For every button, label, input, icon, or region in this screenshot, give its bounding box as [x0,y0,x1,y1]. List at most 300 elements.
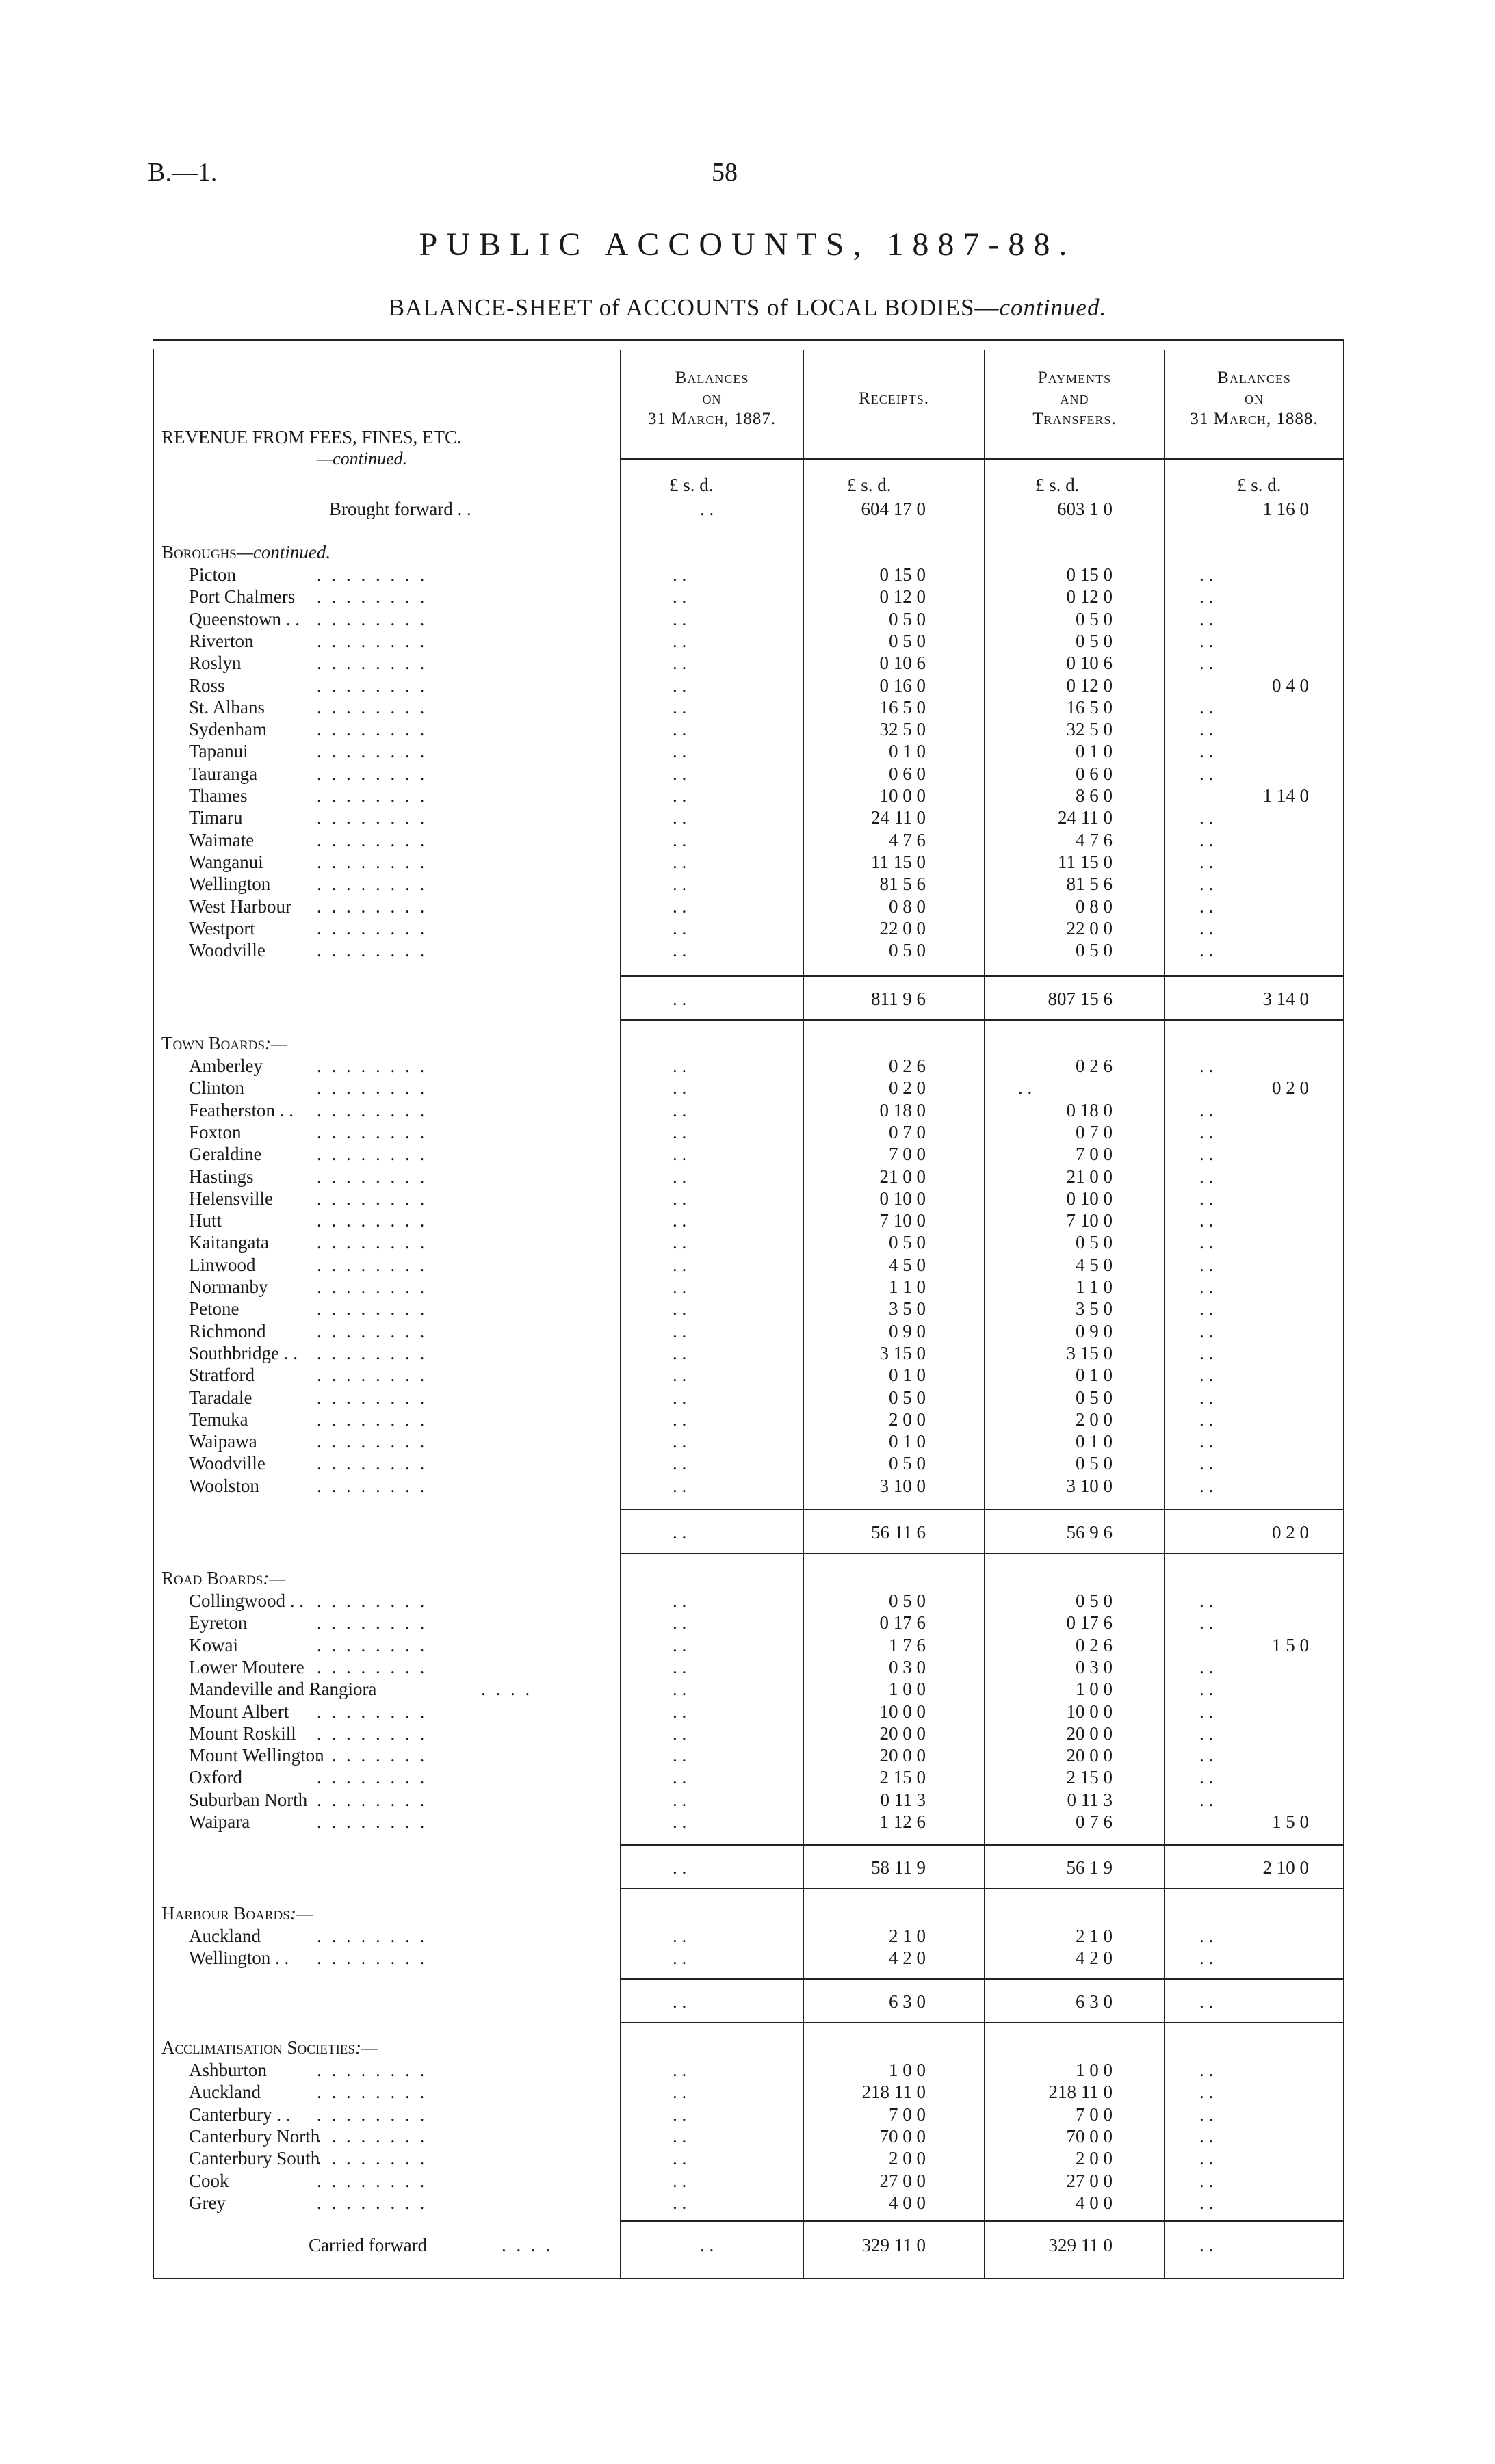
row-name: Cook [189,2171,229,2191]
row-close-balance: . . [1199,586,1214,607]
row-close-balance: . . [1199,1365,1214,1385]
row-receipts: 21 0 0 [879,1166,926,1187]
row-name: Wellington . . [189,1948,289,1968]
row-close-balance: . . [1199,1790,1214,1810]
leader-dots: . . . . . . . . [317,1723,428,1744]
col-balances-1887 [620,368,804,430]
row-payments: 20 0 0 [1066,1723,1113,1744]
table-row [153,1789,1344,1811]
row-payments: 1 0 0 [1076,1679,1113,1699]
revenue-heading-continued: —continued. [317,449,408,469]
row-payments: 7 0 0 [1076,2104,1113,2125]
row-name: Tapanui [189,741,248,761]
row-name: Ashburton [189,2060,267,2080]
row-receipts: 0 5 0 [889,631,926,651]
row-name: Taradale [189,1387,252,1408]
row-close-balance: 1 14 0 [1262,785,1309,806]
section-total-row [153,1991,1344,2013]
page-subtitle [0,294,1495,322]
town-total-rule-top [620,1509,1344,1510]
row-name: Suburban North [189,1790,308,1810]
row-name: Geraldine [189,1144,262,1164]
total-receipts: 58 11 9 [871,1857,926,1878]
row-open-balance: . . [673,1276,687,1297]
row-name: Canterbury South [189,2148,320,2168]
row-payments: 0 8 0 [1076,896,1113,917]
row-name: Mandeville and Rangiora [189,1679,377,1699]
row-payments: 3 15 0 [1066,1343,1113,1363]
row-open-balance: . . [673,1926,687,1946]
row-receipts: 81 5 6 [879,874,926,894]
row-receipts: 0 6 0 [889,763,926,784]
row-open-balance: . . [673,719,687,739]
row-open-balance: . . [673,1790,687,1810]
table-row [153,1143,1344,1165]
row-open-balance: . . [673,1077,687,1098]
row-close-balance: . . [1199,2104,1214,2125]
row-name: Sydenham [189,719,267,739]
col-balances-1887-line1: Balances [675,369,749,387]
leader-dots: . . . . . . . . [317,1790,428,1810]
leader-dots: . . . . . . . . [317,1926,428,1946]
row-close-balance: 1 5 0 [1272,1811,1309,1832]
table-row [153,2103,1344,2125]
row-open-balance: . . [673,564,687,585]
row-receipts: 1 7 6 [889,1635,926,1655]
leader-dots: . . . . . . . . [317,719,428,739]
leader-dots: . . . . . . . . [317,1767,428,1787]
table-row [153,1590,1344,1612]
boroughs-total-rule-bottom [620,1019,1344,1021]
row-receipts: 4 0 0 [889,2192,926,2213]
row-name: Grey [189,2192,226,2213]
row-payments: 0 10 0 [1066,1188,1113,1209]
row-payments: 27 0 0 [1066,2171,1113,2191]
col-payments [984,368,1165,430]
row-payments: 8 6 0 [1076,785,1113,806]
row-payments: 0 12 0 [1066,675,1113,696]
table-row [153,1947,1344,1969]
row-receipts: 0 5 0 [889,1590,926,1611]
row-close-balance: . . [1199,2192,1214,2213]
row-receipts: 0 2 0 [889,1077,926,1098]
table-row [153,1209,1344,1231]
row-receipts: 32 5 0 [879,719,926,739]
row-receipts: 27 0 0 [879,2171,926,2191]
row-close-balance: . . [1199,830,1214,850]
row-open-balance: . . [673,874,687,894]
row-receipts: 7 0 0 [889,2104,926,2125]
table-row [153,2192,1344,2214]
leader-dots: . . . . . . . . [317,1255,428,1275]
col-receipts [803,389,985,409]
row-open-balance: . . [673,1232,687,1253]
row-name: Clinton [189,1077,245,1098]
row-name: Featherston . . [189,1100,294,1120]
brought-forward-open: . . [700,499,714,519]
leader-dots: . . . . . . . . [317,1100,428,1120]
row-close-balance: . . [1199,1767,1214,1787]
col-balances-1887-line3: 31 March, 1887. [647,410,777,428]
row-receipts: 2 15 0 [879,1767,926,1787]
table-row [153,873,1344,895]
row-receipts: 0 5 0 [889,1232,926,1253]
row-name: Mount Wellington [189,1745,324,1766]
row-receipts: 4 5 0 [889,1255,926,1275]
row-payments: 0 5 0 [1076,1453,1113,1473]
table-row [153,1678,1344,1700]
leader-dots: . . . . . . . . [317,609,428,629]
leader-dots: . . . . . . . . [317,918,428,939]
row-open-balance: . . [673,1723,687,1744]
leader-dots: . . . . . . . . [317,1387,428,1408]
table-row [153,1231,1344,1253]
row-close-balance: . . [1199,807,1214,828]
row-close-balance: . . [1199,631,1214,651]
row-close-balance: . . [1199,1276,1214,1297]
row-name: Woodville [189,1453,265,1473]
table-row [153,674,1344,696]
row-close-balance: . . [1199,1476,1214,1496]
row-name: Canterbury North [189,2126,320,2147]
col-balances-1888-line3: 31 March, 1888. [1190,410,1318,428]
brought-forward-row [153,498,1344,520]
table-row [153,1925,1344,1947]
brought-forward-close: 1 16 0 [1262,499,1309,519]
leader-dots: . . . . . . . . [317,2060,428,2080]
unit-receipts: £ s. d. [847,475,892,495]
table-row [153,851,1344,873]
row-open-balance: . . [673,1321,687,1341]
row-payments: 10 0 0 [1066,1701,1113,1722]
row-payments: 0 11 3 [1067,1790,1113,1810]
section-acclimatisation-suffix: :— [354,2037,378,2058]
table-row [153,586,1344,607]
row-close-balance: . . [1199,1387,1214,1408]
table-row [153,2125,1344,2147]
row-open-balance: . . [673,896,687,917]
row-close-balance: . . [1199,763,1214,784]
row-payments: 0 7 0 [1076,1122,1113,1142]
page-ref: B.—1. [148,158,218,187]
row-open-balance: . . [673,763,687,784]
leader-dots: . . . . . . . . [317,874,428,894]
table-row [153,696,1344,718]
row-close-balance: 0 2 0 [1272,1077,1309,1098]
section-boroughs-label: Boroughs [161,542,237,562]
subtitle-main: BALANCE-SHEET of ACCOUNTS of LOCAL BODIES— [388,294,1000,321]
row-payments: 70 0 0 [1066,2126,1113,2147]
row-open-balance: . . [673,852,687,872]
row-payments: 0 5 0 [1076,1387,1113,1408]
section-total-row [153,1857,1344,1878]
row-close-balance: . . [1199,1210,1214,1231]
row-close-balance: . . [1199,1431,1214,1452]
leader-dots: . . . . . . . . [317,1343,428,1363]
leader-dots: . . . . . . . . [317,741,428,761]
row-receipts: 0 2 6 [889,1056,926,1076]
row-receipts: 4 2 0 [889,1948,926,1968]
row-payments: 0 17 6 [1066,1612,1113,1633]
row-name: Ross [189,675,225,696]
row-close-balance: . . [1199,564,1214,585]
row-receipts: 20 0 0 [879,1745,926,1766]
harbour-total-rule-bottom [620,2022,1344,2023]
row-payments: 0 2 6 [1076,1056,1113,1076]
row-open-balance: . . [673,1122,687,1142]
brought-forward-payments: 603 1 0 [1057,499,1113,519]
row-name: Mount Albert [189,1701,289,1722]
leader-dots: . . . . . . . . [317,852,428,872]
row-open-balance: . . [673,1948,687,1968]
section-acclimatisation [161,2037,378,2058]
row-open-balance: . . [673,1476,687,1496]
section-town-boards [161,1033,287,1054]
row-close-balance: . . [1199,896,1214,917]
row-close-balance: . . [1199,741,1214,761]
col-payments-line2: and [1060,389,1089,408]
row-name: Woolston [189,1476,259,1496]
row-close-balance: . . [1199,1701,1214,1722]
row-payments: 4 2 0 [1076,1948,1113,1968]
row-receipts: 7 10 0 [879,1210,926,1231]
row-payments: 0 2 6 [1076,1635,1113,1655]
row-payments: 2 0 0 [1076,2148,1113,2168]
leader-dots: . . . . . . . . [317,1232,428,1253]
row-open-balance: . . [673,1590,687,1611]
row-name: Tauranga [189,763,258,784]
row-open-balance: . . [673,1767,687,1787]
table-row [153,1298,1344,1320]
table-row [153,1276,1344,1298]
table-row [153,1722,1344,1744]
table-row [153,1166,1344,1188]
row-name: Auckland [189,2082,261,2102]
leader-dots: . . . . . . . . [317,1590,428,1611]
row-receipts: 70 0 0 [879,2126,926,2147]
row-payments: 81 5 6 [1066,874,1113,894]
leader-dots: . . . . . . . . [317,2126,428,2147]
row-receipts: 10 0 0 [879,1701,926,1722]
leader-dots: . . . . . . . . [317,1365,428,1385]
leader-dots: . . . . . . . . [317,1144,428,1164]
leader-dots: . . . . . . . . [317,940,428,960]
row-name: Kowai [189,1635,238,1655]
row-close-balance: . . [1199,2060,1214,2080]
table-top-rule [153,339,1344,341]
row-name: Westport [189,918,255,939]
col-balances-1888-line1: Balances [1217,369,1291,387]
leader-dots: . . . . . . . . [317,1056,428,1076]
leader-dots: . . . . . . . . [317,1453,428,1473]
row-open-balance: . . [673,1701,687,1722]
leader-dots: . . . . . . . . [317,631,428,651]
row-receipts: 0 5 0 [889,1387,926,1408]
row-receipts: 0 12 0 [879,586,926,607]
row-close-balance: . . [1199,1409,1214,1430]
row-open-balance: . . [673,830,687,850]
harbour-total-rule-top [620,1978,1344,1980]
table-row [153,763,1344,785]
row-open-balance: . . [673,1387,687,1408]
row-close-balance: . . [1199,1657,1214,1677]
row-close-balance: . . [1199,1255,1214,1275]
table-row [153,1452,1344,1474]
table-row [153,630,1344,652]
table-row [153,1077,1344,1099]
leader-dots: . . . . . . . . [317,1612,428,1633]
leader-dots: . . . . . . . . [317,1811,428,1832]
row-open-balance: . . [673,807,687,828]
row-close-balance: . . [1199,918,1214,939]
row-name: Waimate [189,830,255,850]
brought-forward-receipts: 604 17 0 [861,499,926,519]
carried-forward-rule [620,2220,1344,2222]
row-payments: 4 5 0 [1076,1255,1113,1275]
row-receipts: 1 0 0 [889,2060,926,2080]
section-town-boards-label: Town Boards [161,1033,265,1053]
row-payments: 0 7 6 [1076,1811,1113,1832]
row-open-balance: . . [673,1056,687,1076]
row-payments: 0 1 0 [1076,741,1113,761]
row-close-balance: 1 5 0 [1272,1635,1309,1655]
row-name: Wanganui [189,852,263,872]
total-receipts: 6 3 0 [889,1991,926,2012]
row-payments: 7 10 0 [1066,1210,1113,1231]
row-receipts: 22 0 0 [879,918,926,939]
row-open-balance: . . [673,2082,687,2102]
leader-dots: . . . . . . . . [317,2148,428,2168]
row-open-balance: . . [673,1409,687,1430]
row-receipts: 1 12 6 [879,1811,926,1832]
section-harbour-boards-suffix: :— [289,1903,313,1924]
table-row [153,1634,1344,1656]
leader-dots: . . . . . . . . [317,1188,428,1209]
boroughs-total-rule-top [620,975,1344,977]
row-close-balance: . . [1199,1453,1214,1473]
row-payments: 218 11 0 [1048,2082,1113,2102]
table-row [153,1254,1344,1276]
carried-forward-payments: 329 11 0 [1048,2235,1113,2255]
row-open-balance: . . [673,697,687,718]
row-payments: 0 5 0 [1076,1232,1113,1253]
row-close-balance: . . [1199,1056,1214,1076]
row-payments: 0 12 0 [1066,586,1113,607]
town-total-rule-bottom [620,1553,1344,1554]
row-name: Wellington [189,874,271,894]
row-close-balance: . . [1199,1612,1214,1633]
row-name: Canterbury . . [189,2104,291,2125]
section-town-boards-suffix: :— [265,1033,288,1053]
row-receipts: 0 1 0 [889,741,926,761]
table-row [153,564,1344,586]
row-name: St. Albans [189,697,265,718]
table-row [153,1121,1344,1143]
row-payments: 0 5 0 [1076,609,1113,629]
row-open-balance: . . [673,2171,687,2191]
unit-close: £ s. d. [1237,475,1282,495]
col-balances-1888 [1164,368,1344,430]
row-receipts: 16 5 0 [879,697,926,718]
row-open-balance: . . [673,1811,687,1832]
table-row [153,1320,1344,1342]
row-open-balance: . . [673,1431,687,1452]
row-open-balance: . . [673,741,687,761]
row-close-balance: . . [1199,1122,1214,1142]
unit-payments: £ s. d. [1035,475,1080,495]
row-name: Collingwood . . [189,1590,304,1611]
table-row [153,2170,1344,2192]
row-close-balance: . . [1199,1343,1214,1363]
row-open-balance: . . [673,2060,687,2080]
leader-dots: . . . . . . . . [317,1657,428,1677]
row-close-balance: . . [1199,719,1214,739]
row-payments: 0 1 0 [1076,1431,1113,1452]
row-close-balance: . . [1199,1926,1214,1946]
leader-dots: . . . . . . . . [317,1276,428,1297]
table-row [153,652,1344,674]
row-payments: 4 7 6 [1076,830,1113,850]
road-total-rule-top [620,1844,1344,1846]
row-open-balance: . . [673,1612,687,1633]
row-receipts: 24 11 0 [871,807,926,828]
row-payments: 0 5 0 [1076,631,1113,651]
row-open-balance: . . [673,1210,687,1231]
row-close-balance: . . [1199,1745,1214,1766]
leader-dots: . . . . . . . . [317,1077,428,1098]
row-name: Eyreton [189,1612,248,1633]
row-name: Waipara [189,1811,250,1832]
leader-dots: . . . . . . . . [317,1948,428,1968]
row-open-balance: . . [673,1298,687,1319]
col-receipts-label: Receipts. [859,389,929,408]
row-close-balance: . . [1199,653,1214,673]
table-row [153,895,1344,917]
total-receipts: 56 11 6 [871,1522,926,1543]
leader-dots: . . . . . . . . [317,2082,428,2102]
row-receipts: 0 15 0 [879,564,926,585]
table-row [153,2059,1344,2081]
row-close-balance: . . [1199,697,1214,718]
leader-dots: . . . . . . . . [317,1701,428,1722]
row-close-balance: . . [1199,1188,1214,1209]
row-receipts: 7 0 0 [889,1144,926,1164]
row-close-balance: . . [1199,940,1214,960]
leader-dots: . . . . . . . . [317,653,428,673]
row-receipts: 0 1 0 [889,1365,926,1385]
row-open-balance: . . [673,2148,687,2168]
row-receipts: 11 15 0 [871,852,926,872]
row-payments: 0 5 0 [1076,940,1113,960]
header-rule [620,458,1344,460]
row-open-balance: . . [673,1144,687,1164]
total-receipts: 811 9 6 [871,988,926,1009]
revenue-heading: REVENUE FROM FEES, FINES, ETC. [161,427,462,447]
leader-dots: . . . . . . . . [317,1210,428,1231]
table-row [153,1188,1344,1209]
carried-forward-label: Carried forward [309,2235,428,2255]
row-name: Roslyn [189,653,242,673]
leader-dots: . . . . . . . . [317,785,428,806]
row-name: Auckland [189,1926,261,1946]
row-receipts: 218 11 0 [861,2082,926,2102]
row-name: Waipawa [189,1431,257,1452]
row-payments: 0 6 0 [1076,763,1113,784]
leader-dots: . . . . . . . . [317,807,428,828]
row-receipts: 1 0 0 [889,1679,926,1699]
unit-open: £ s. d. [669,475,714,495]
section-total-row [153,1521,1344,1543]
